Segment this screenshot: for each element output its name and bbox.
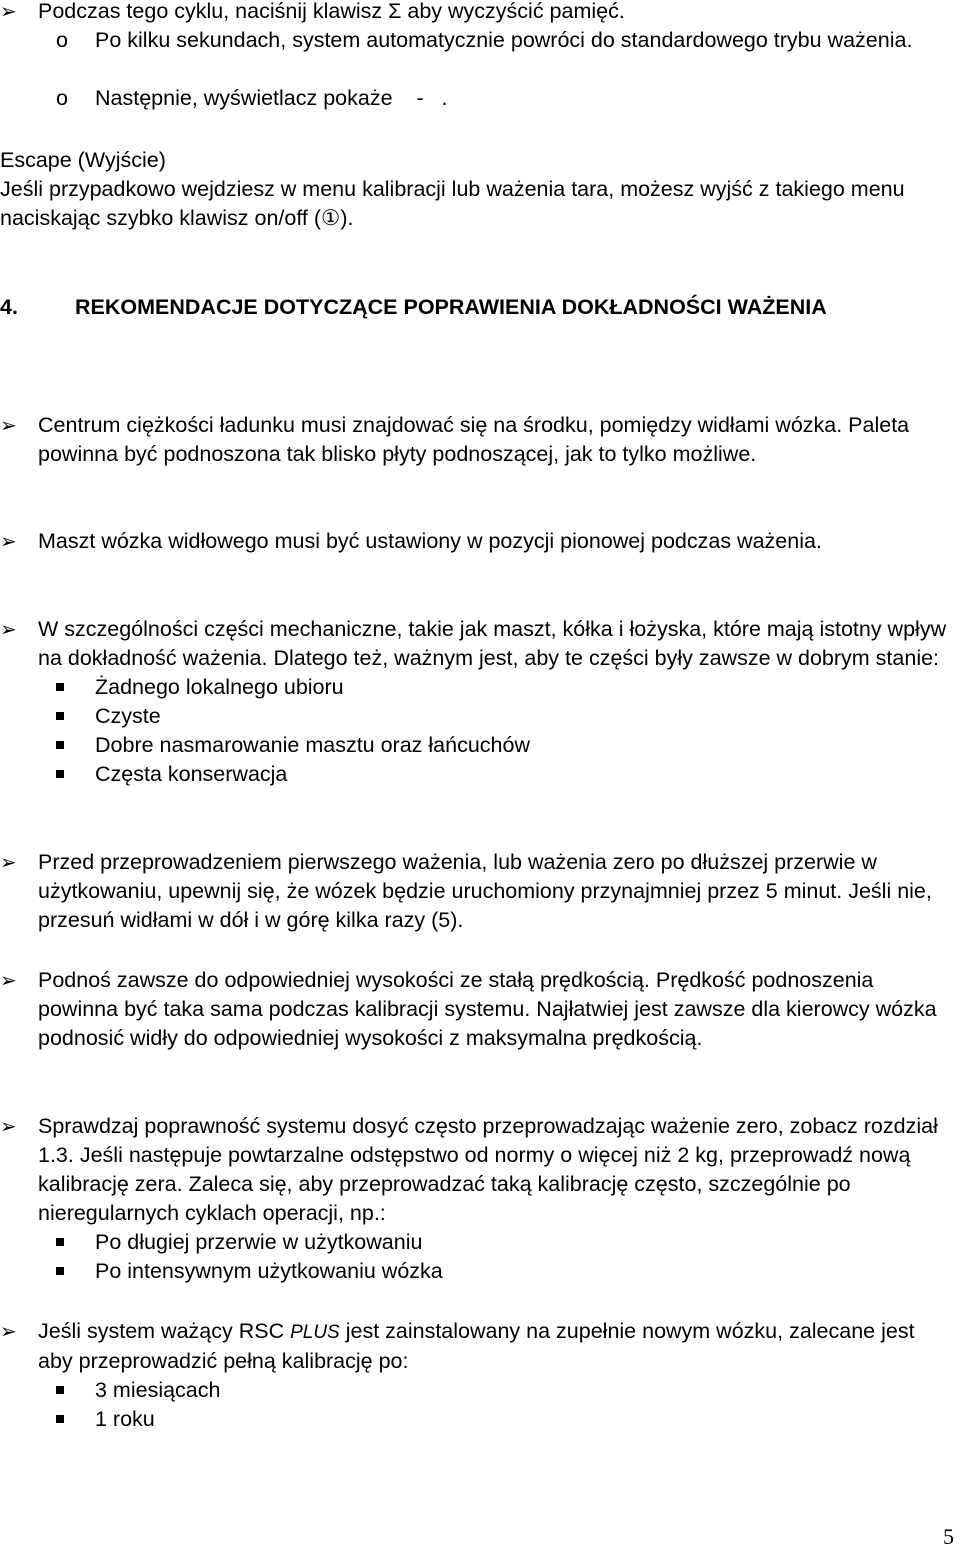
square-bullet-icon [56, 712, 64, 720]
page-number: 5 [943, 1524, 954, 1549]
mechanical-parts-list [38, 673, 955, 789]
escape-title: Escape (Wyjście) [0, 148, 166, 172]
list-item: 3 miesiącach [38, 1376, 955, 1405]
square-bullet-icon [56, 770, 64, 778]
bullet-text: Podnoś zawsze do odpowiedniej wysokości ze stałą prędkością. Prędkość podnoszenia powinna być taka sama podczas kalibracji systemu. Najłatwiej jest zawsze dla kierowcy wózka podnosić widły do odpowiedniej wysokości z maksymalna prędkością. [38, 968, 937, 1050]
bullet-text: Podczas tego cyklu, naciśnij klawisz Σ aby wyczyścić pamięć. [38, 0, 625, 23]
arrow-bullet-icon: ➢ [0, 850, 17, 874]
bullet-text: Centrum ciężkości ładunku musi znajdować się na środku, pomiędzy widłami wózka. Paleta powinna być podnoszona tak blisko płyty podnoszącej, jak to tylko możliwe. [38, 413, 910, 466]
square-bullet-icon [56, 683, 64, 691]
bullet-text: Przed przeprowadzeniem pierwszego ważenia, lub ważenia zero po dłuższej przerwie w użytkowaniu, upewnij się, że wózek będzie uruchomiony przynajmniej przez 5 minut. Jeśli nie, przesuń widłami w dół i w górę kilka razy (5). [38, 850, 932, 932]
bullet-mechanical-parts [0, 615, 955, 789]
list-item: Częsta konserwacja [38, 760, 955, 789]
list-item: Dobre nasmarowanie masztu oraz łańcuchów [38, 731, 955, 760]
bullet-text: Maszt wózka widłowego musi być ustawiony w pozycji pionowej podczas ważenia. [38, 529, 822, 553]
bullet-new-truck [0, 1317, 955, 1434]
subitem-text: Następnie, wyświetlacz pokaże - . [95, 86, 448, 110]
bullet-center-of-gravity [0, 411, 955, 469]
arrow-bullet-icon: ➢ [0, 1319, 17, 1343]
list-item: Po długiej przerwie w użytkowaniu [38, 1228, 955, 1257]
list-item: 1 roku [38, 1405, 955, 1434]
bullet-text: Jeśli system ważący RSC PLUS jest zainstalowany na zupełnie nowym wózku, zalecane jest aby przeprowadzić pełną kalibrację po: [38, 1319, 915, 1373]
arrow-bullet-icon: ➢ [0, 1114, 17, 1138]
circle-bullet-icon: o [56, 86, 68, 110]
square-bullet-icon [56, 1267, 64, 1275]
arrow-bullet-icon: ➢ [0, 529, 17, 553]
section-title: REKOMENDACJE DOTYCZĄCE POPRAWIENIA DOKŁADNOŚCI WAŻENIA [75, 295, 827, 319]
bullet-lift-speed [0, 966, 955, 1053]
arrow-bullet-icon: ➢ [0, 617, 17, 641]
list-item: Czyste [38, 702, 955, 731]
bullet-text: W szczególności części mechaniczne, takie jak maszt, kółka i łożyska, które mają istotny wpływ na dokładność ważenia. Dlatego też, ważnym jest, aby te części były zawsze w dobrym stanie: [38, 617, 947, 670]
bullet-first-weighing [0, 848, 955, 935]
arrow-bullet-icon: ➢ [0, 413, 17, 437]
section-heading [0, 293, 955, 322]
bullet-text: Sprawdzaj poprawność systemu dosyć często przeprowadzając ważenie zero, zobacz rozdział 1.3. Jeśli następuje powtarzalne odstępstwo od normy o więcej niż 2 kg, przeprowadź nową kalibrację zera. Zaleca się, aby przeprowadzać taką kalibrację często, szczególnie po nieregularnych cyklach operacji, np.: [38, 1114, 938, 1225]
bullet-mast-vertical [0, 527, 955, 556]
square-bullet-icon [56, 741, 64, 749]
square-bullet-icon [56, 1415, 64, 1423]
full-calibration-list [38, 1376, 955, 1434]
section-number: 4. [0, 295, 18, 319]
square-bullet-icon [56, 1386, 64, 1394]
list-item: Żadnego lokalnego ubioru [38, 673, 955, 702]
arrow-bullet-icon: ➢ [0, 968, 17, 992]
subitem-text: Po kilku sekundach, system automatycznie powróci do standardowego trybu ważenia. [95, 28, 913, 52]
plus-label: PLUS [290, 1322, 340, 1343]
calibration-cases-list [38, 1228, 955, 1286]
arrow-bullet-icon: ➢ [0, 0, 17, 23]
subitem-auto-return [0, 26, 955, 55]
list-item: Po intensywnym użytkowaniu wózka [38, 1257, 955, 1286]
circle-bullet-icon: o [56, 28, 68, 52]
escape-body: Jeśli przypadkowo wejdziesz w menu kalibracji lub ważenia tara, możesz wyjść z takiego menu naciskając szybko klawisz on/off (①). [0, 177, 905, 230]
bullet-check-system [0, 1112, 955, 1286]
subitem-display [0, 84, 955, 113]
square-bullet-icon [56, 1238, 64, 1246]
bullet-clear-memory [0, 0, 955, 26]
